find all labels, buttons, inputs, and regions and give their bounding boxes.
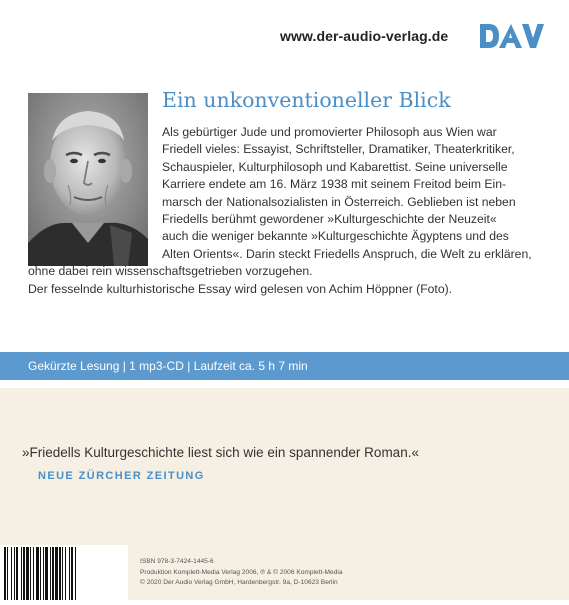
barcode-stripe (75, 547, 76, 600)
barcode-stripe (50, 547, 51, 600)
publisher-text: © 2020 Der Audio Verlag GmbH, Hardenbergstr. 9a, D-10623 Berlin (140, 579, 338, 587)
description-line: Alten Orients«. Darin steckt Friedells Anspruch, die Welt zu erklären, (162, 246, 532, 261)
barcode-stripe (23, 547, 25, 600)
barcode-stripe (16, 547, 18, 600)
barcode-stripe (43, 547, 44, 600)
barcode-stripe (71, 547, 73, 600)
barcode-stripe (21, 547, 22, 600)
barcode-stripe (36, 547, 39, 600)
info-bar-text: Gekürzte Lesung | 1 mp3-CD | Laufzeit ca. 5 h 7 min (28, 359, 308, 373)
description-line: Der fesselnde kulturhistorische Essay wird gelesen von Achim Höppner (Foto). (28, 281, 453, 296)
description-line: Als gebürtiger Jude und promovierter Philosoph aus Wien war (162, 125, 497, 139)
description-text (28, 124, 552, 298)
barcode-stripe (59, 547, 61, 600)
review-quote: »Friedells Kulturgeschichte liest sich wie ein spannender Roman.« (22, 445, 419, 460)
portrait-photo (28, 93, 148, 266)
barcode-stripe (14, 547, 15, 600)
description-line: ohne dabei rein wissenschaftsgetrieben vorzugehen. (28, 264, 313, 279)
production-text: Produktion Komplett-Media Verlag 2006, ℗ & © 2006 Komplett-Media (140, 568, 343, 576)
dav-logo (478, 22, 544, 50)
page-title: Ein unkonventioneller Blick (162, 88, 451, 112)
barcode-stripe (55, 547, 58, 600)
review-source: NEUE ZÜRCHER ZEITUNG (38, 470, 205, 482)
description-line: auch die weniger bekannte »Kulturgeschichte Ägyptens und des (162, 229, 509, 244)
barcode-stripe (40, 547, 41, 600)
website-link[interactable]: www.der-audio-verlag.de (280, 28, 449, 44)
barcode-stripe (7, 547, 8, 600)
isbn-text: ISBN 978-3-7424-1445-6 (140, 558, 214, 565)
barcode-stripe (62, 547, 63, 600)
barcode-stripe (65, 547, 66, 600)
description-line: Friedells berühmt gewordener »Kulturgeschichte der Neuzeit« (162, 212, 497, 227)
barcode-stripe (26, 547, 29, 600)
barcode-stripe (45, 547, 48, 600)
legal-info (140, 557, 343, 589)
barcode-stripe (11, 547, 12, 600)
barcode (0, 545, 128, 600)
barcode-stripe (69, 547, 70, 600)
barcode-stripe (33, 547, 34, 600)
info-bar (0, 352, 569, 380)
barcode-stripe (52, 547, 54, 600)
description-line: Karriere endete am 16. März 1938 mit seinem Freitod beim Ein- (162, 177, 507, 192)
description-line: Friedell vieles: Essayist, Schriftsteller, Dramatiker, Theaterkritiker, (162, 142, 515, 157)
description-line: Schauspieler, Kulturphilosoph und Kabarettist. Seine universelle (162, 159, 508, 174)
barcode-stripe (4, 547, 6, 600)
barcode-stripe (30, 547, 31, 600)
description-line: marsch der Nationalsozialisten in Österreich. Geblieben ist neben (162, 194, 516, 209)
